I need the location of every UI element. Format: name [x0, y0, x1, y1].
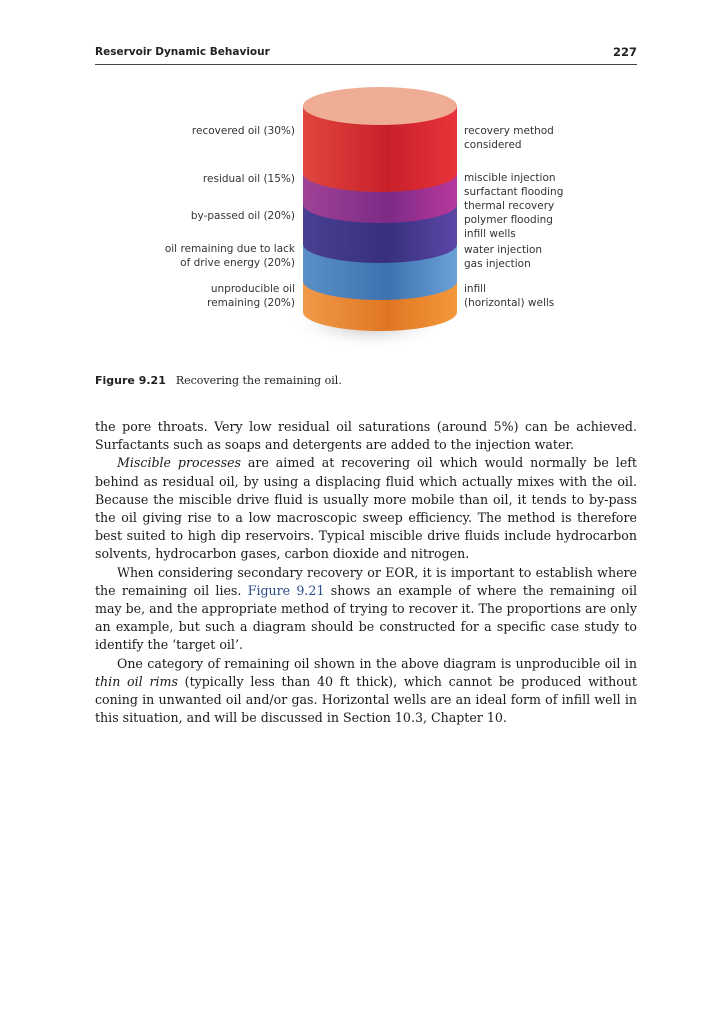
label-recovered-oil: recovered oil (30%) [191, 125, 295, 137]
paragraph-2-emphasis: Miscible processes [117, 455, 241, 471]
running-header [95, 46, 637, 65]
paragraph-2 [95, 454, 637, 563]
figure-caption-number: Figure 9.21 [95, 374, 166, 387]
label-thermal-recovery: thermal recovery [464, 200, 555, 212]
paragraph-2-text: are aimed at recovering oil which would normally be left behind as residual oil, by using a displacing fluid which actually mixes with the oil. Because the miscible drive fluid is usually more mobile than oil, it tends to by-pass the oil giving rise to a low macroscopic sweep efficiency. The method is therefore best suited to high dip reservoirs. Typical miscible drive fluids include hydrocarbon solvents, hydrocarbon gases, carbon dioxide and nitrogen. [95, 455, 637, 562]
paragraph-4-text-b: (typically less than 40 ft thick), which cannot be produced without coning in unwanted oil and/or gas. Horizontal wells are an ideal form of infill well in this situation, and will be discussed in Section 10.3, Chapter 10. [95, 673, 637, 726]
label-polymer-flooding: polymer flooding [464, 214, 553, 226]
figure-reference-link[interactable]: Figure 9.21 [247, 582, 325, 598]
label-drive-energy-line2: of drive energy (20%) [180, 257, 295, 269]
running-header-title: Reservoir Dynamic Behaviour [95, 46, 270, 58]
label-water-injection: water injection [464, 244, 543, 256]
label-residual-oil: residual oil (15%) [202, 173, 295, 185]
label-unproducible-line1: unproducible oil [210, 283, 295, 295]
label-surfactant-flooding: surfactant flooding [464, 186, 564, 198]
label-recovery-method-line2: considered [464, 139, 522, 151]
paragraph-1: the pore throats. Very low residual oil saturations (around 5%) can be achieved. Surfactants such as soaps and detergents are added to the injection water. [95, 419, 637, 453]
label-bypassed-oil: by-passed oil (20%) [190, 210, 295, 222]
label-recovery-method-line1: recovery method [464, 125, 554, 137]
cylinder-top-face [303, 87, 457, 125]
paragraph-4-emphasis: thin oil rims [95, 673, 178, 689]
label-infill-wells: infill wells [464, 228, 516, 240]
paragraph-4-text-a: One category of remaining oil shown in the above diagram is unproducible oil in [117, 655, 637, 671]
figure-caption-text: Recovering the remaining oil. [175, 374, 342, 387]
body-text [95, 418, 637, 727]
paragraph-3 [95, 564, 637, 655]
paragraph-3-text-a: When considering secondary recovery or EOR, it is important to establish where the remaining oil lies. [95, 564, 637, 598]
label-horizontal-wells: (horizontal) wells [464, 297, 555, 309]
oil-cylinder-diagram [295, 84, 465, 354]
paragraph-3-text-b: shows an example of where the remaining oil may be, and the appropriate method of trying to recover it. The proportions are only an example, but such a diagram should be constructed for a specific case study to identify the ‘target oil’. [95, 582, 638, 653]
label-drive-energy-line1: oil remaining due to lack [164, 243, 295, 255]
label-infill: infill [464, 283, 487, 295]
label-gas-injection: gas injection [464, 258, 531, 270]
page-number: 227 [612, 45, 637, 59]
paragraph-4 [95, 655, 637, 728]
figure-9-21 [95, 84, 637, 354]
figure-caption [95, 374, 637, 387]
label-unproducible-line2: remaining (20%) [207, 297, 295, 309]
label-miscible-injection: miscible injection [464, 172, 556, 184]
